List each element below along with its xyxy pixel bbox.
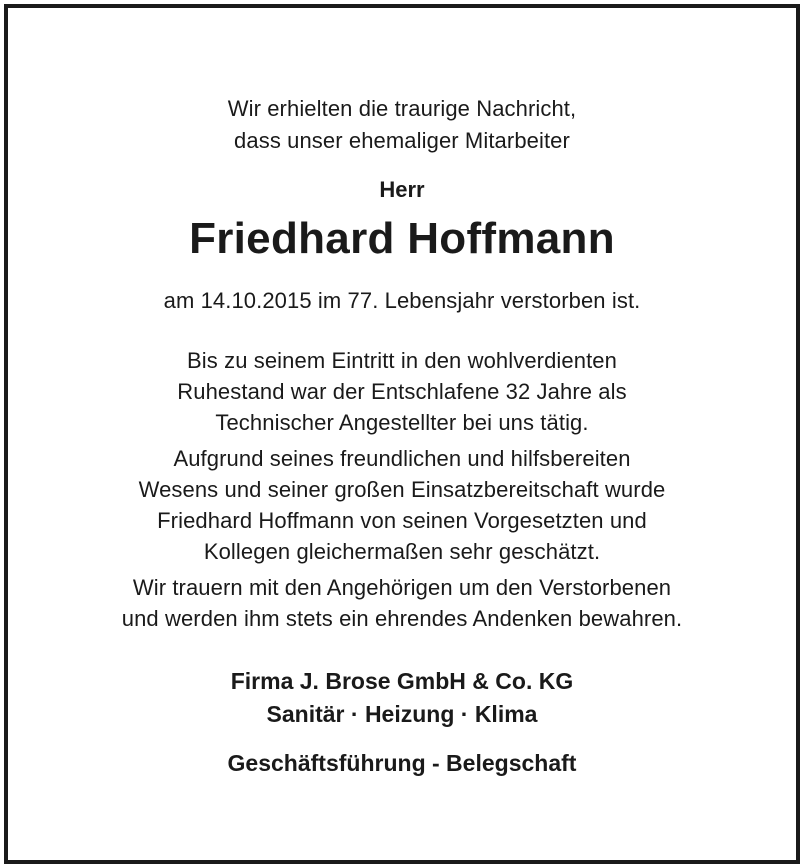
company-trades: Sanitär · Heizung · Klima	[266, 701, 538, 727]
paragraph-1-line-3: Technischer Angestellter bei uns tätig.	[215, 410, 589, 435]
obituary-notice	[8, 8, 796, 860]
paragraph-2-line-1: Aufgrund seines freundlichen und hilfsbereiten	[173, 446, 631, 471]
paragraph-1-line-1: Bis zu seinem Eintritt in den wohlverdienten	[187, 348, 617, 373]
salutation: Herr	[379, 177, 425, 202]
paragraph-2-line-3: Friedhard Hoffmann von seinen Vorgesetzten und	[157, 508, 647, 533]
obituary-border	[4, 4, 800, 864]
death-date-line: am 14.10.2015 im 77. Lebensjahr verstorben ist.	[163, 288, 641, 313]
paragraph-3-line-1: Wir trauern mit den Angehörigen um den Verstorbenen	[132, 575, 672, 600]
deceased-name: Friedhard Hoffmann	[189, 214, 615, 263]
paragraph-1-line-2: Ruhestand war der Entschlafene 32 Jahre als	[177, 379, 627, 404]
intro-line-2: dass unser ehemaliger Mitarbeiter	[234, 128, 570, 153]
company-signatories: Geschäftsführung - Belegschaft	[227, 750, 577, 776]
paragraph-2-line-4: Kollegen gleichermaßen sehr geschätzt.	[203, 539, 601, 564]
paragraph-2-line-2: Wesens und seiner großen Einsatzbereitschaft wurde	[138, 477, 666, 502]
paragraph-3-line-2: und werden ihm stets ein ehrendes Andenken bewahren.	[121, 606, 683, 631]
intro-line-1: Wir erhielten die traurige Nachricht,	[227, 96, 577, 121]
company-name: Firma J. Brose GmbH & Co. KG	[230, 668, 574, 694]
